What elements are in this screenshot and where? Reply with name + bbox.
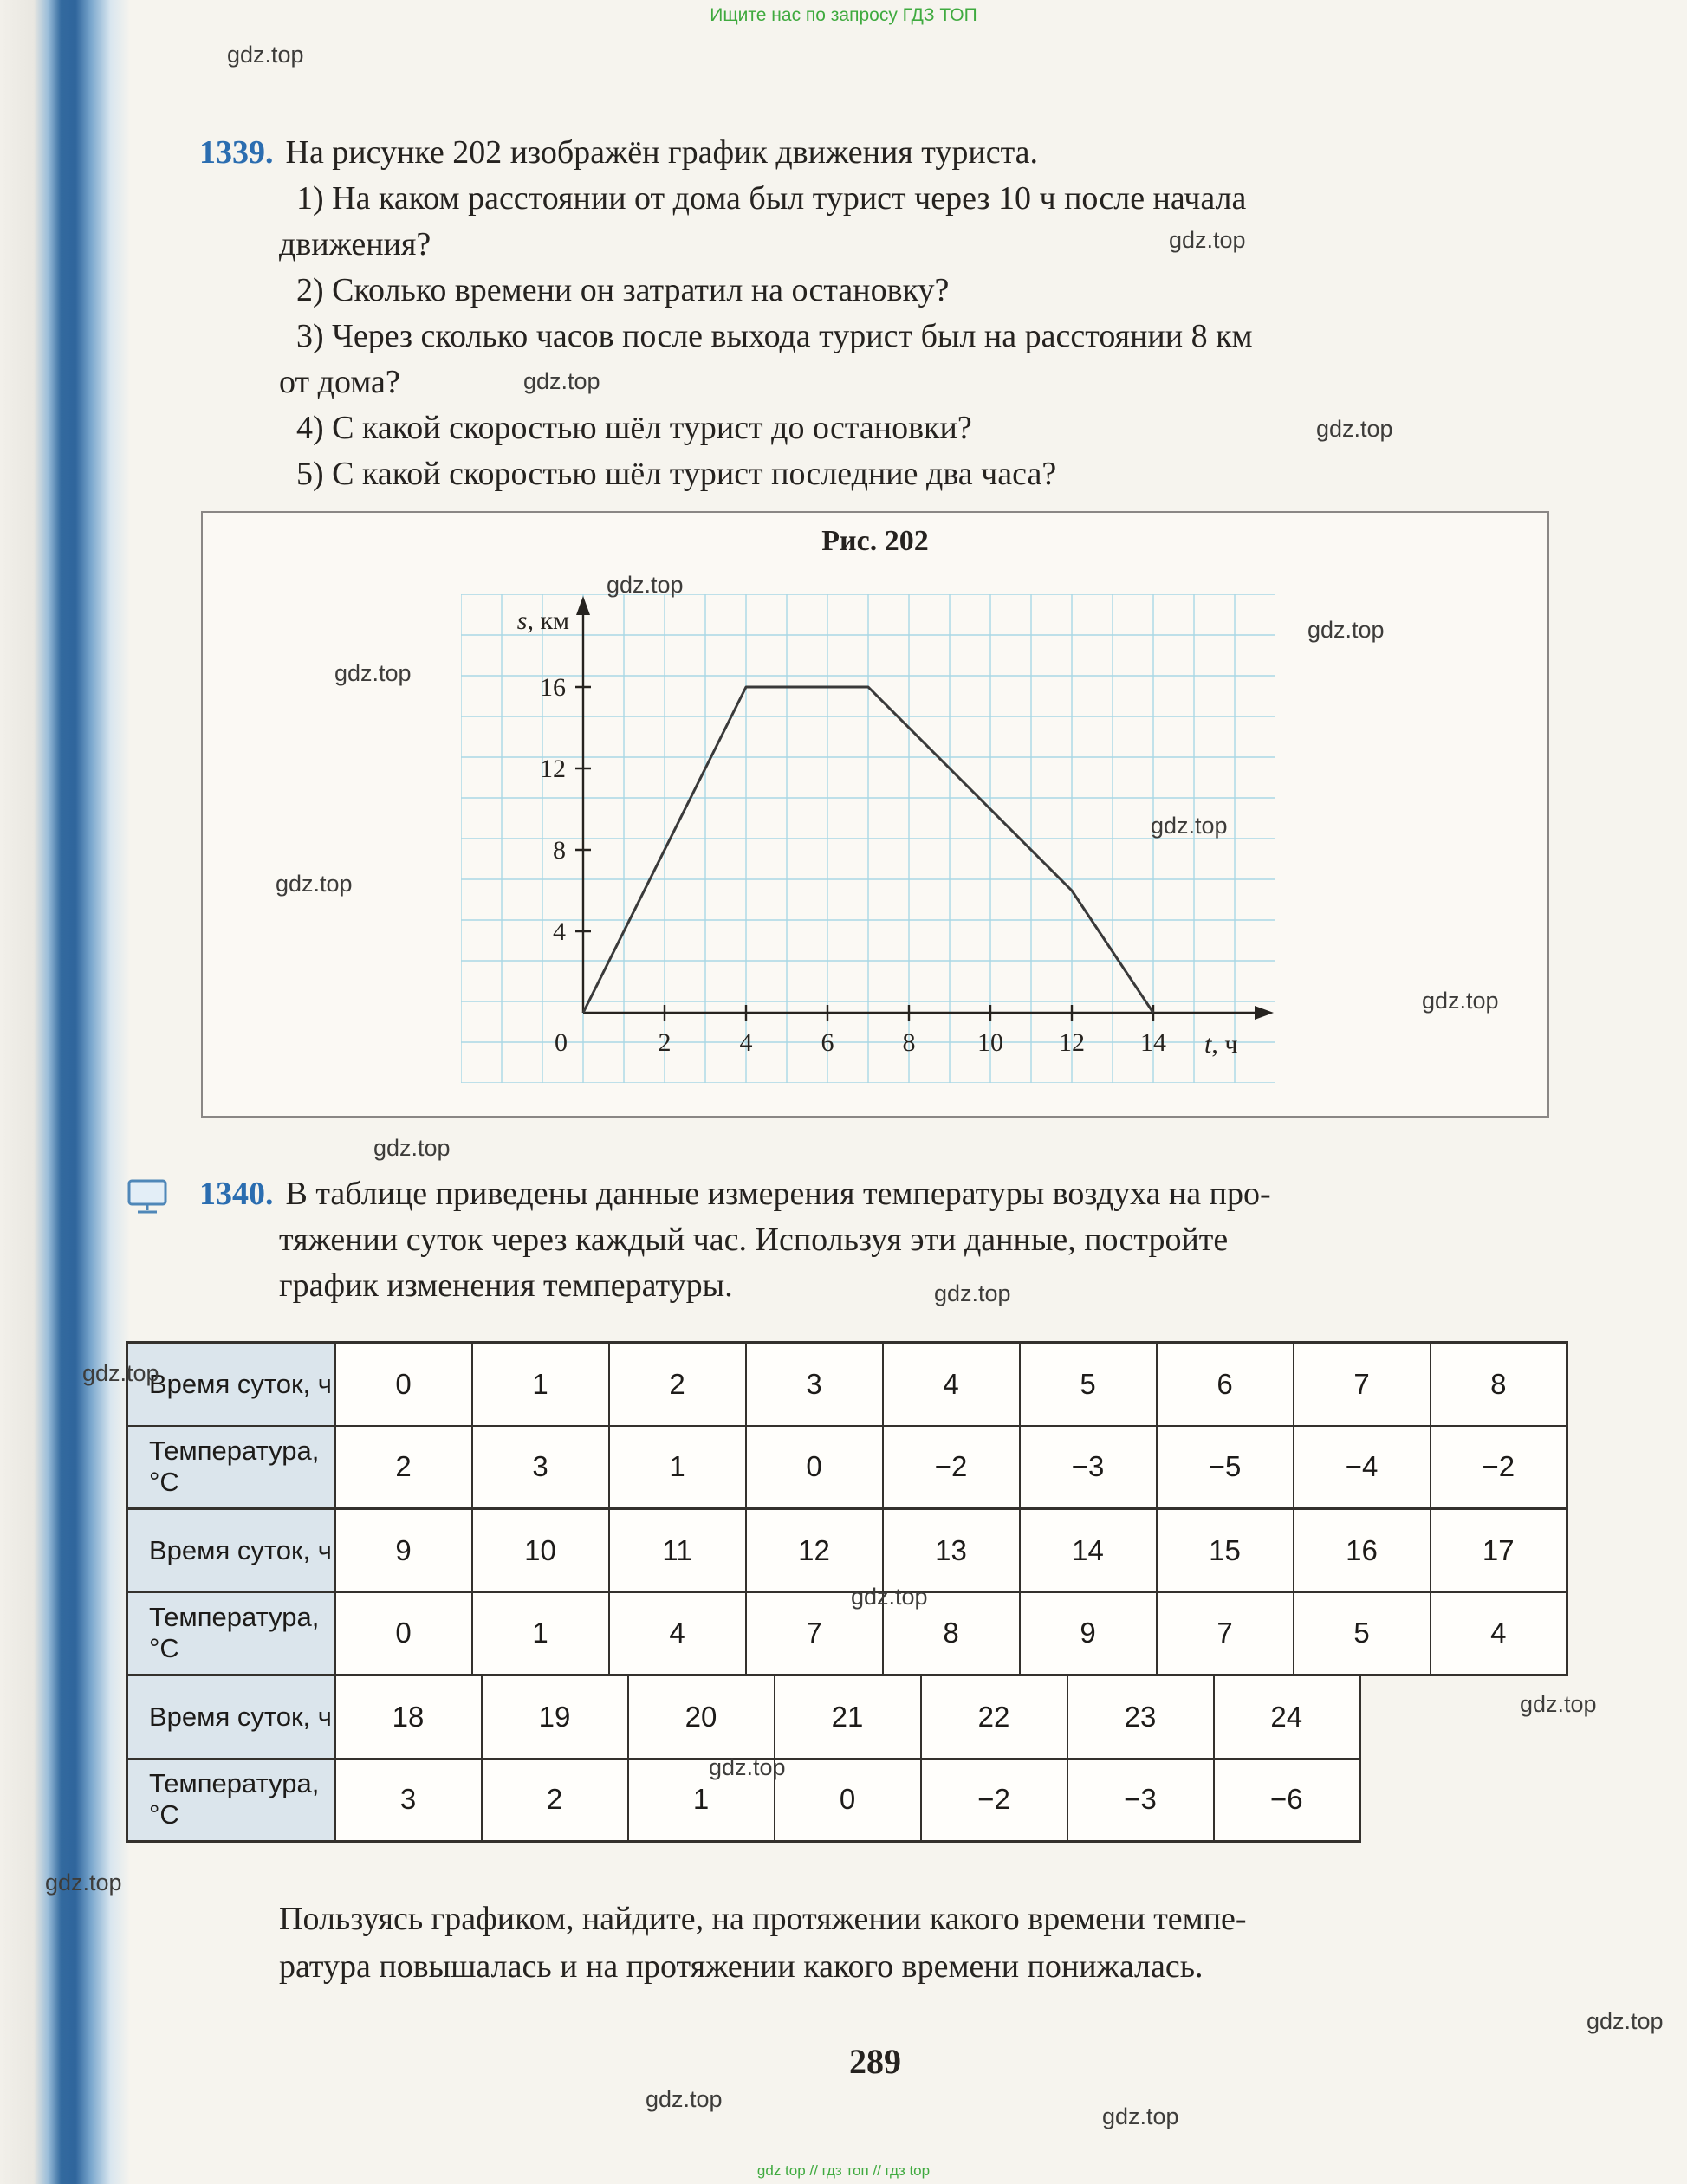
svg-text:2: 2 bbox=[658, 1028, 672, 1057]
figure-202 bbox=[201, 511, 1549, 1118]
table-cell: 7 bbox=[1157, 1592, 1294, 1675]
problem-intro-line bbox=[199, 130, 1555, 176]
table-cell: 1 bbox=[609, 1426, 746, 1509]
table-cell: −2 bbox=[921, 1759, 1067, 1842]
promo-footer-text: gdz top // гдз топ // гдз top bbox=[756, 2162, 931, 2179]
table-cell: 3 bbox=[335, 1759, 482, 1842]
table-cell: 0 bbox=[335, 1592, 472, 1675]
table-cell: −3 bbox=[1067, 1759, 1214, 1842]
svg-text:14: 14 bbox=[1140, 1028, 1166, 1057]
svg-text:s, км: s, км bbox=[516, 606, 569, 635]
watermark-gdztop: gdz.top bbox=[45, 1870, 122, 1896]
table-cell: 8 bbox=[883, 1592, 1020, 1675]
table-row bbox=[127, 1343, 1567, 1426]
figure-caption: Рис. 202 bbox=[821, 525, 929, 557]
table-cell: 4 bbox=[1431, 1592, 1567, 1675]
row-label: Температура, °С bbox=[127, 1759, 335, 1842]
table-cell: 5 bbox=[1020, 1343, 1157, 1426]
watermark-gdztop: gdz.top bbox=[934, 1280, 1011, 1306]
watermark-gdztop: gdz.top bbox=[1316, 416, 1393, 442]
watermark-gdztop: gdz.top bbox=[709, 1754, 786, 1780]
table-cell: 9 bbox=[335, 1509, 472, 1592]
row-label: Время суток, ч bbox=[127, 1343, 335, 1426]
item-3-line-2: от дома? bbox=[279, 364, 400, 400]
table-cell: 0 bbox=[335, 1343, 472, 1426]
watermark-gdztop: gdz.top bbox=[1307, 617, 1385, 643]
watermark-gdztop: gdz.top bbox=[373, 1135, 451, 1161]
table-cell: 1 bbox=[472, 1592, 609, 1675]
item-3-line-1: 3) Через сколько часов после выхода турист был на расстоянии 8 км bbox=[296, 318, 1253, 354]
svg-text:12: 12 bbox=[540, 755, 566, 783]
table-cell: 11 bbox=[609, 1509, 746, 1592]
problem-number: 1339. bbox=[199, 134, 274, 171]
watermark-gdztop: gdz.top bbox=[1422, 988, 1499, 1014]
table-cell: 14 bbox=[1020, 1509, 1157, 1592]
table-cell: 13 bbox=[883, 1509, 1020, 1592]
problem-line-2: тяжении суток через каждый час. Используя эти данные, постройте bbox=[279, 1222, 1229, 1258]
watermark-gdztop: gdz.top bbox=[1586, 2008, 1664, 2034]
table-cell: 0 bbox=[775, 1759, 921, 1842]
svg-text:12: 12 bbox=[1059, 1028, 1085, 1057]
table-cell: 12 bbox=[746, 1509, 883, 1592]
table-cell: −5 bbox=[1157, 1426, 1294, 1509]
row-label: Время суток, ч bbox=[127, 1675, 335, 1759]
table-cell: 4 bbox=[609, 1592, 746, 1675]
temperature-table-group-1 bbox=[126, 1341, 1568, 1510]
table-cell: −2 bbox=[883, 1426, 1020, 1509]
table-cell: 7 bbox=[1294, 1343, 1431, 1426]
table-cell: 17 bbox=[1431, 1509, 1567, 1592]
item-1-line-1: 1) На каком расстоянии от дома был турист через 10 ч после начала bbox=[296, 180, 1247, 217]
watermark-gdztop: gdz.top bbox=[82, 1360, 159, 1386]
table-cell: 5 bbox=[1294, 1592, 1431, 1675]
table-cell: 4 bbox=[883, 1343, 1020, 1426]
table-cell: −2 bbox=[1431, 1426, 1567, 1509]
table-cell: 15 bbox=[1157, 1509, 1294, 1592]
table-cell: 3 bbox=[746, 1343, 883, 1426]
table-cell: 2 bbox=[482, 1759, 628, 1842]
problem-text-1: В таблице приведены данные измерения температуры воздуха на про- bbox=[285, 1176, 1271, 1212]
svg-text:16: 16 bbox=[540, 673, 566, 702]
svg-text:10: 10 bbox=[977, 1028, 1003, 1057]
table-cell: 19 bbox=[482, 1675, 628, 1759]
table-cell: 2 bbox=[335, 1426, 472, 1509]
row-label: Температура, °С bbox=[127, 1426, 335, 1509]
temperature-table bbox=[126, 1341, 1568, 1843]
after-table-line-1: Пользуясь графиком, найдите, на протяжении какого времени темпе- bbox=[279, 1901, 1247, 1937]
after-table-text bbox=[279, 1896, 1561, 1991]
item-2-line-1: 2) Сколько времени он затратил на остановку? bbox=[296, 272, 950, 308]
table-cell: 9 bbox=[1020, 1592, 1157, 1675]
watermark-gdztop: gdz.top bbox=[1102, 2103, 1179, 2129]
table-row bbox=[127, 1509, 1567, 1592]
problem-intro-text: На рисунке 202 изображён график движения туриста. bbox=[285, 134, 1039, 171]
after-table-line-2: ратура повышалась и на протяжении какого времени понижалась. bbox=[279, 1948, 1204, 1985]
item-5-line-1: 5) С какой скоростью шёл турист последние два часа? bbox=[296, 456, 1057, 492]
item-1-line-2: движения? bbox=[279, 226, 431, 262]
table-cell: 1 bbox=[472, 1343, 609, 1426]
svg-text:0: 0 bbox=[555, 1028, 568, 1057]
problem-line-3: график изменения температуры. bbox=[279, 1267, 733, 1304]
table-row bbox=[127, 1592, 1567, 1675]
row-label: Время суток, ч bbox=[127, 1509, 335, 1592]
table-cell: −3 bbox=[1020, 1426, 1157, 1509]
svg-text:t, ч: t, ч bbox=[1204, 1030, 1238, 1059]
movement-chart bbox=[461, 594, 1275, 1088]
table-cell: 6 bbox=[1157, 1343, 1294, 1426]
problem-line-1 bbox=[199, 1171, 1555, 1217]
problem-number: 1340. bbox=[199, 1176, 274, 1212]
table-cell: −6 bbox=[1214, 1759, 1360, 1842]
watermark-gdztop: gdz.top bbox=[334, 660, 412, 686]
watermark-gdztop: gdz.top bbox=[523, 368, 600, 394]
table-row bbox=[127, 1675, 1360, 1759]
table-cell: 20 bbox=[628, 1675, 775, 1759]
table-cell: 16 bbox=[1294, 1509, 1431, 1592]
table-cell: −4 bbox=[1294, 1426, 1431, 1509]
watermark-gdztop: gdz.top bbox=[646, 2086, 723, 2112]
svg-text:8: 8 bbox=[902, 1028, 916, 1057]
watermark-gdztop: gdz.top bbox=[1520, 1691, 1597, 1717]
table-cell: 10 bbox=[472, 1509, 609, 1592]
table-cell: 24 bbox=[1214, 1675, 1360, 1759]
table-cell: 1 bbox=[628, 1759, 775, 1842]
watermark-gdztop: gdz.top bbox=[227, 42, 304, 68]
table-row bbox=[127, 1426, 1567, 1509]
problem-items bbox=[199, 176, 1555, 497]
table-cell: 2 bbox=[609, 1343, 746, 1426]
row-label: Температура, °С bbox=[127, 1592, 335, 1675]
table-cell: 18 bbox=[335, 1675, 482, 1759]
table-cell: 8 bbox=[1431, 1343, 1567, 1426]
watermark-gdztop: gdz.top bbox=[851, 1584, 928, 1610]
page-number: 289 bbox=[849, 2042, 901, 2081]
promo-header-text: Ищите нас по запросу ГДЗ ТОП bbox=[710, 5, 977, 25]
watermark-gdztop: gdz.top bbox=[276, 871, 353, 897]
table-cell: 0 bbox=[746, 1426, 883, 1509]
table-cell: 23 bbox=[1067, 1675, 1214, 1759]
item-4-line-1: 4) С какой скоростью шёл турист до остановки? bbox=[296, 410, 972, 446]
svg-text:4: 4 bbox=[553, 917, 566, 946]
watermark-gdztop: gdz.top bbox=[607, 572, 684, 598]
computer-icon bbox=[127, 1178, 168, 1215]
book-spine bbox=[0, 0, 130, 2184]
svg-text:4: 4 bbox=[739, 1028, 753, 1057]
svg-text:8: 8 bbox=[553, 836, 566, 865]
watermark-gdztop: gdz.top bbox=[1151, 813, 1228, 839]
table-cell: 22 bbox=[921, 1675, 1067, 1759]
problem-1340 bbox=[199, 1171, 1555, 1309]
table-cell: 7 bbox=[746, 1592, 883, 1675]
table-cell: 21 bbox=[775, 1675, 921, 1759]
temperature-table-group-2 bbox=[126, 1507, 1568, 1676]
watermark-gdztop: gdz.top bbox=[1169, 227, 1246, 253]
table-cell: 3 bbox=[472, 1426, 609, 1509]
svg-text:6: 6 bbox=[821, 1028, 834, 1057]
